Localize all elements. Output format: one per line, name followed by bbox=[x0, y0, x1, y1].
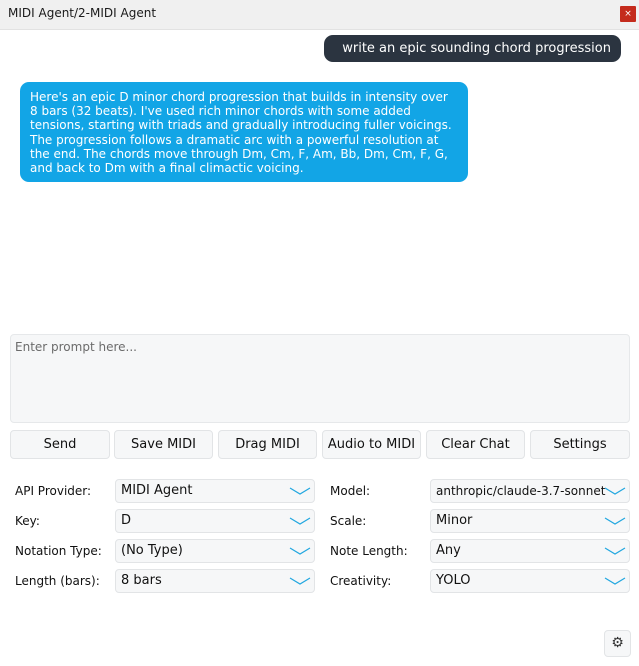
title-bar bbox=[0, 0, 639, 30]
chevron-down-icon bbox=[289, 515, 311, 527]
creativity-label: Creativity: bbox=[330, 574, 392, 588]
note-length-label: Note Length: bbox=[330, 544, 408, 558]
chevron-down-icon bbox=[604, 515, 626, 527]
chevron-down-icon bbox=[604, 485, 626, 497]
length-bars-select[interactable] bbox=[115, 569, 315, 593]
model-select[interactable] bbox=[430, 479, 630, 503]
length-bars-value: 8 bars bbox=[121, 573, 162, 588]
chevron-down-icon bbox=[289, 545, 311, 557]
gear-icon: ⚙ bbox=[611, 635, 624, 651]
save-midi-button[interactable]: Save MIDI bbox=[114, 430, 213, 459]
send-button[interactable]: Send bbox=[10, 430, 110, 459]
notation-type-select[interactable] bbox=[115, 539, 315, 563]
notation-type-value: (No Type) bbox=[121, 543, 183, 558]
chevron-down-icon bbox=[289, 575, 311, 587]
scale-label: Scale: bbox=[330, 514, 367, 528]
prompt-box bbox=[10, 334, 630, 423]
chevron-down-icon bbox=[604, 545, 626, 557]
model-label: Model: bbox=[330, 484, 371, 498]
window-title: MIDI Agent/2-MIDI Agent bbox=[8, 6, 157, 20]
prompt-input[interactable] bbox=[11, 335, 629, 422]
length-bars-label: Length (bars): bbox=[15, 574, 100, 588]
key-label: Key: bbox=[15, 514, 40, 528]
assistant-message: Here's an epic D minor chord progression that builds in intensity over 8 bars (32 beats). I've used rich minor chords with some added tensions, starting with triads and gradually introducing fuller voicings. The progression follows a dramatic arc with a powerful resolution at the end. The chords move through Dm, Cm, F, Am, Bb, Dm, Cm, F, G, and back to Dm with a final climactic voicing. bbox=[20, 82, 468, 182]
gear-button[interactable] bbox=[604, 630, 631, 657]
clear-chat-button[interactable]: Clear Chat bbox=[426, 430, 525, 459]
scale-value: Minor bbox=[436, 513, 473, 528]
settings-button[interactable]: Settings bbox=[530, 430, 630, 459]
close-button[interactable] bbox=[620, 6, 636, 22]
user-message: write an epic sounding chord progression bbox=[324, 35, 621, 62]
drag-midi-button[interactable]: Drag MIDI bbox=[218, 430, 317, 459]
note-length-select[interactable] bbox=[430, 539, 630, 563]
creativity-select[interactable] bbox=[430, 569, 630, 593]
model-value: anthropic/claude-3.7-sonnet bbox=[436, 484, 606, 498]
api-provider-select[interactable] bbox=[115, 479, 315, 503]
chevron-down-icon bbox=[604, 575, 626, 587]
close-icon: × bbox=[624, 9, 632, 19]
note-length-value: Any bbox=[436, 543, 461, 558]
scale-select[interactable] bbox=[430, 509, 630, 533]
key-value: D bbox=[121, 513, 132, 528]
api-provider-value: MIDI Agent bbox=[121, 483, 193, 498]
chevron-down-icon bbox=[289, 485, 311, 497]
creativity-value: YOLO bbox=[436, 573, 471, 588]
key-select[interactable] bbox=[115, 509, 315, 533]
audio-to-midi-button[interactable]: Audio to MIDI bbox=[322, 430, 421, 459]
api-provider-label: API Provider: bbox=[15, 484, 92, 498]
notation-type-label: Notation Type: bbox=[15, 544, 102, 558]
